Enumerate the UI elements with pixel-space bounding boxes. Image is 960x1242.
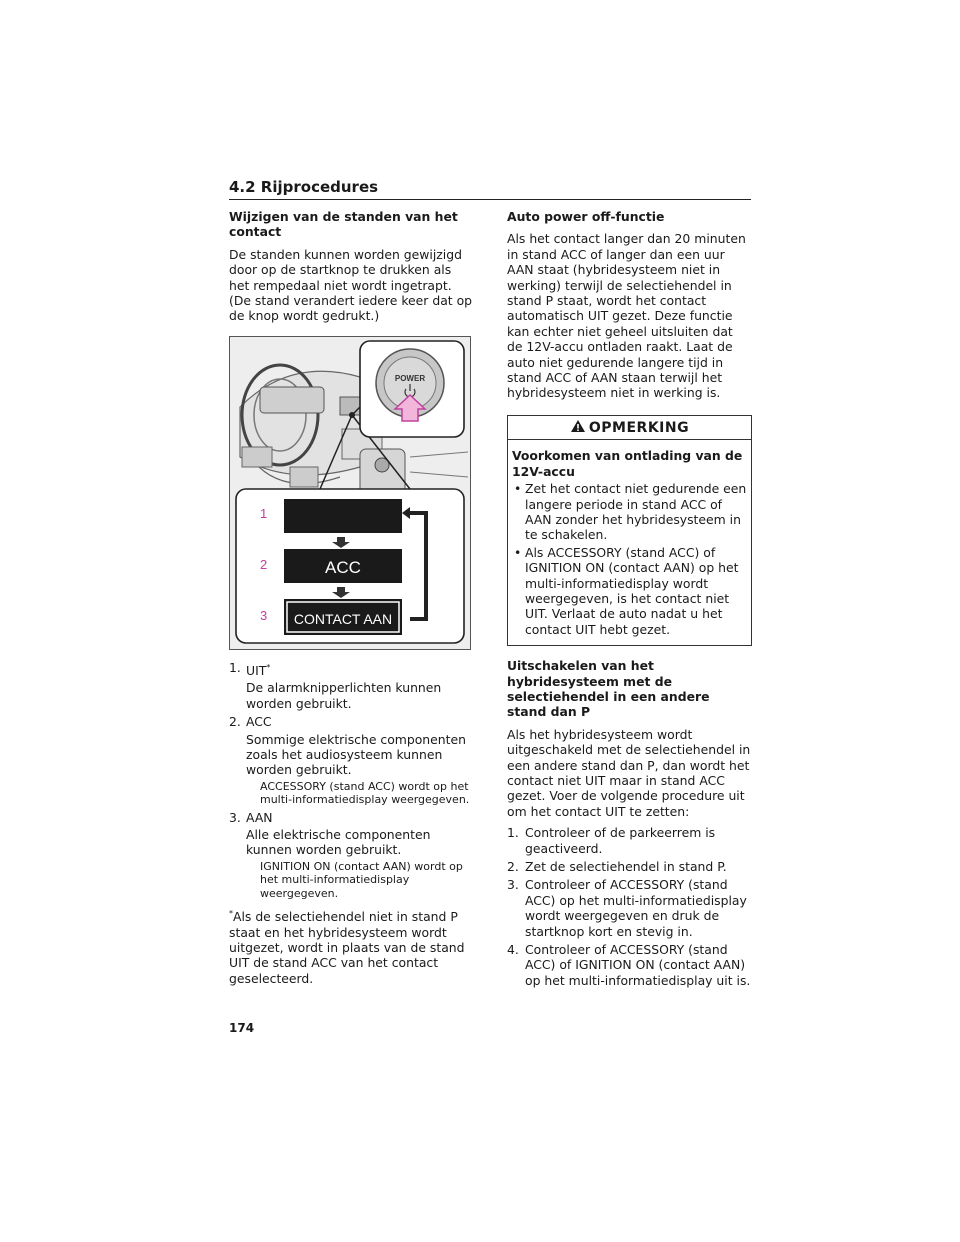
list-item bbox=[507, 942, 752, 988]
shift-heading: Uitschakelen van het hybridesysteem met de selectiehendel in een andere stand dan P bbox=[507, 658, 710, 720]
stand-number-1: 1 bbox=[260, 505, 268, 521]
shift-text: Als het hybridesysteem wordt uitgeschakeld met de selectiehendel in een andere stand dan P, dan wordt het contact niet UIT maar in stand ACC gezet. Voer de volgende procedure uit om het contact UIT te zetten: bbox=[507, 726, 751, 819]
list-item bbox=[507, 825, 752, 856]
list-item-note: ACCESSORY (stand ACC) wordt op het multi-informatiedisplay weergegeven. bbox=[260, 779, 470, 807]
stand-number-3: 3 bbox=[260, 607, 268, 623]
footnote-text: Als de selectiehendel niet in stand P staat en het hybridesysteem wordt uitgezet, wordt in plaats van de stand UIT de stand ACC van het contact geselecteerd. bbox=[229, 909, 465, 986]
list-item-number: 3. bbox=[229, 809, 241, 825]
list-item bbox=[507, 877, 752, 939]
list-item bbox=[229, 810, 474, 900]
list-item bbox=[507, 859, 752, 874]
step-number: 1. bbox=[507, 825, 519, 841]
list-item-description: Sommige elektrische componenten zoals het audiosysteem kunnen worden gebruikt. bbox=[246, 731, 466, 778]
footnote bbox=[229, 906, 474, 986]
notice-bullet-text: Zet het contact niet gedurende een langere periode in stand ACC of AAN zonder het hybridesysteem in te schakelen. bbox=[525, 481, 747, 543]
step-text: Zet de selectiehendel in stand P. bbox=[525, 859, 727, 875]
step-text: Controleer of ACCESSORY (stand ACC) of IGNITION ON (contact AAN) op het multi-informatiedisplay uit is. bbox=[525, 942, 751, 988]
ignition-modes-heading: Wijzigen van de standen van het contact bbox=[229, 209, 458, 240]
notice-box bbox=[507, 415, 752, 646]
notice-bullet-text: Als ACCESSORY (stand ACC) of IGNITION ON (contact AAN) op het multi-informatiedisplay wordt weergegeven, is het contact niet UIT. Verlaat de auto nadat u het contact UIT hebt gezet. bbox=[525, 544, 739, 637]
list-item-note: IGNITION ON (contact AAN) wordt op het multi-informatiedisplay weergegeven. bbox=[260, 859, 463, 900]
auto-power-off-heading: Auto power off-functie bbox=[507, 209, 665, 224]
power-button-label: POWER bbox=[394, 373, 426, 383]
footnote-marker: * bbox=[266, 662, 271, 672]
list-item-title: UIT bbox=[246, 662, 267, 678]
steps-list bbox=[507, 825, 752, 988]
notice-body bbox=[508, 440, 751, 645]
dashboard-illustration bbox=[230, 337, 470, 649]
list-item-description: Alle elektrische componenten kunnen worden gebruikt. bbox=[246, 827, 431, 858]
stand-on-label: CONTACT AAN bbox=[293, 610, 393, 627]
step-text: Controleer of de parkeerrem is geactiveerd. bbox=[525, 825, 716, 856]
step-number: 4. bbox=[507, 942, 519, 958]
left-column bbox=[229, 209, 474, 992]
list-item-number: 2. bbox=[229, 714, 241, 730]
notice-title-text: OPMERKING bbox=[588, 419, 690, 436]
notice-subheading: Voorkomen van ontlading van de 12V-accu bbox=[512, 448, 743, 479]
step-number: 2. bbox=[507, 859, 519, 875]
list-item-number: 1. bbox=[229, 659, 241, 675]
notice-title bbox=[508, 416, 751, 440]
step-text: Controleer of ACCESSORY (stand ACC) op het multi-informatiedisplay wordt weergegeven en druk de startknop kort en stevig in. bbox=[525, 877, 747, 939]
list-item-title: AAN bbox=[246, 809, 273, 825]
stand-acc-label: ACC bbox=[325, 557, 361, 577]
list-item bbox=[229, 660, 474, 711]
list-item bbox=[229, 714, 474, 806]
stand-number-2: 2 bbox=[260, 556, 268, 572]
section-title: 4.2 Rijprocedures bbox=[229, 178, 751, 200]
list-item: • Als ACCESSORY (stand ACC) of IGNITION ON (contact AAN) op het multi-informatiedisplay wordt weergegeven, is het contact niet UIT. Verlaat de auto nadat u het contact UIT hebt gezet. bbox=[514, 544, 739, 637]
list-item-description: De alarmknipperlichten kunnen worden gebruikt. bbox=[246, 680, 442, 711]
right-column bbox=[507, 209, 752, 991]
auto-power-off-text: Als het contact langer dan 20 minuten in stand ACC of langer dan een uur AAN staat (hybridesysteem niet in werking) terwijl de selectiehendel in stand P staat, wordt het contact automatisch UIT gezet. Deze functie kan echter niet geheel uitsluiten dat de 12V-accu ontladen raakt. Laat de auto niet gedurende langere tijd in stand ACC of AAN staan terwijl het hybridesysteem niet in werking is. bbox=[507, 231, 746, 401]
footnote-marker: * bbox=[229, 909, 233, 919]
stand-off-display bbox=[284, 499, 402, 533]
warning-icon bbox=[570, 419, 586, 433]
list-item-title: ACC bbox=[246, 714, 272, 730]
step-number: 3. bbox=[507, 877, 519, 893]
ignition-modes-intro: De standen kunnen worden gewijzigd door op de startknop te drukken als het rempedaal niet wordt ingetrapt. (De stand verandert iedere keer dat op de knop wordt gedrukt.) bbox=[229, 246, 473, 324]
list-item: • Zet het contact niet gedurende een langere periode in stand ACC of AAN zonder het hybridesysteem in te schakelen. bbox=[514, 481, 747, 543]
ignition-figure bbox=[229, 336, 471, 650]
page-number: 174 bbox=[229, 1021, 255, 1035]
